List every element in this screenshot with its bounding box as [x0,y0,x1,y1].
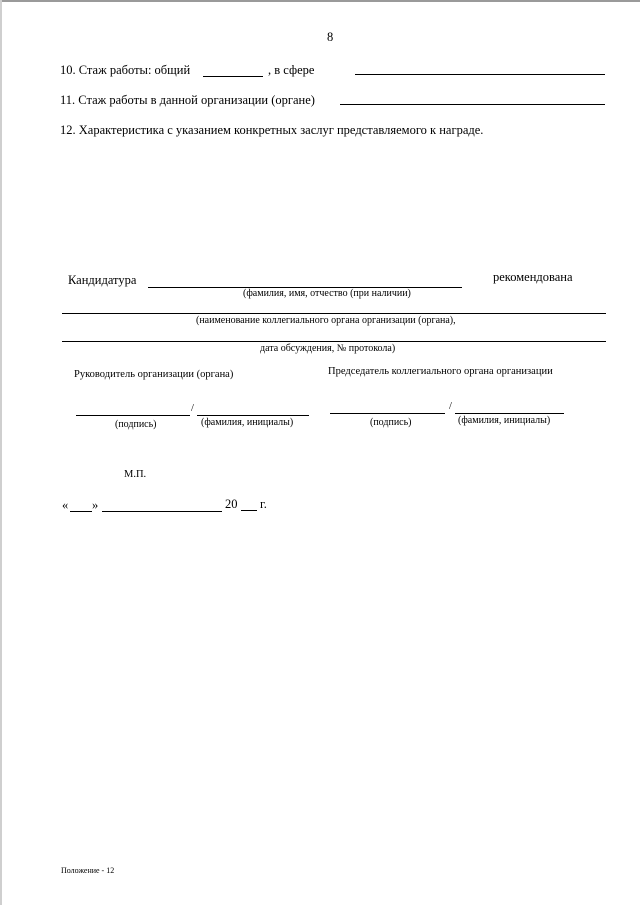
chair-name-field [455,413,564,414]
discussion-date-caption: дата обсуждения, № протокола) [260,343,396,354]
collegial-body-caption: (наименование коллегиального органа организации (органа), [196,315,456,326]
scan-edge-top [0,0,640,2]
head-name-field [197,415,309,416]
head-signature-field [76,415,190,416]
date-year-prefix: 20 [225,497,238,511]
head-signature-caption: (подпись) [115,419,157,430]
item11-field [340,104,605,105]
footer-label: Положение - 12 [61,866,115,875]
chair-name-caption: (фамилия, инициалы) [458,415,551,426]
chair-signature-field [330,413,445,414]
item10-middle-label: , в сфере [268,63,315,77]
candidacy-label: Кандидатура [68,273,137,287]
fio-caption: (фамилия, имя, отчество (при наличии) [243,288,411,299]
chair-signature-caption: (подпись) [370,417,412,428]
item12-label: 12. Характеристика с указанием конкретных заслуг представляемого к награде. [60,123,484,137]
stamp-label: М.П. [124,469,147,480]
item10-total-field [203,76,263,77]
head-name-caption: (фамилия, инициалы) [201,417,294,428]
scan-edge-left [0,0,2,905]
chair-title: Председатель коллегиального органа организации [328,366,553,377]
date-year-field [241,510,257,511]
item10-sphere-field [355,74,605,75]
date-close-quote: » [92,498,99,512]
discussion-date-field [62,341,606,342]
recommended-label: рекомендована [493,270,573,284]
collegial-body-field [62,313,606,314]
head-title: Руководитель организации (органа) [74,369,234,380]
date-open-quote: « [62,498,69,512]
item10-label: 10. Стаж работы: общий [60,63,191,77]
page-number: 8 [327,30,334,44]
chair-slash: / [449,401,452,412]
date-day-field [70,511,92,512]
item11-label: 11. Стаж работы в данной организации (органе) [60,93,315,107]
date-year-suffix: г. [260,497,267,511]
head-slash: / [191,403,194,414]
date-month-field [102,511,222,512]
